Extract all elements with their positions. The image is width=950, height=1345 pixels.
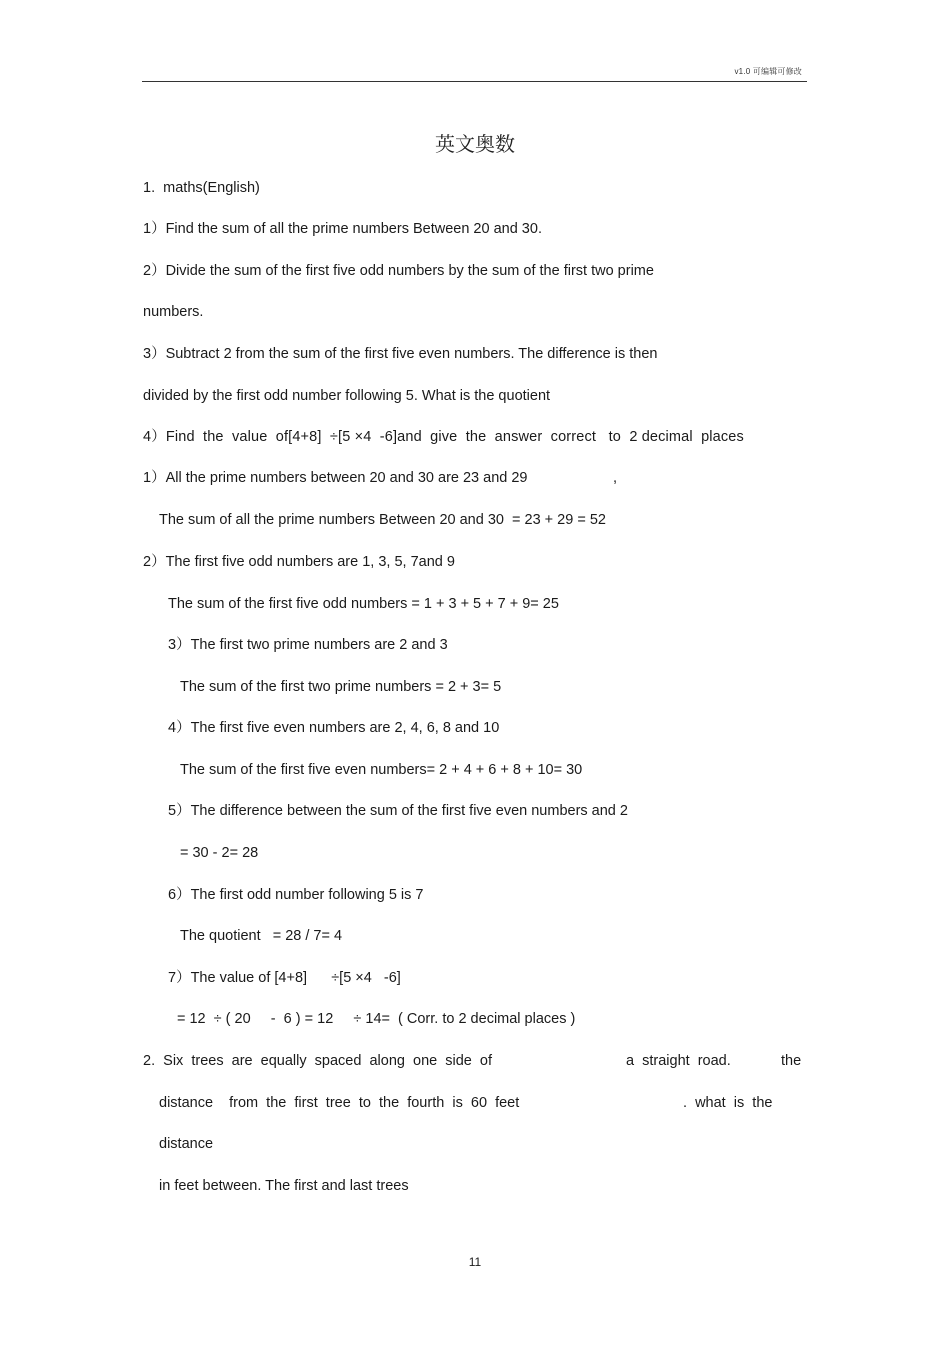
answer-1: 1）All the prime numbers between 20 and 30 are 23 and 29 bbox=[143, 470, 528, 486]
answer-1-sum: The sum of all the prime numbers Between 20 and 30 = 23 + 29 = 52 bbox=[159, 512, 606, 528]
question-3-line-2: divided by the first odd number following 5. What is the quotient bbox=[143, 388, 551, 404]
section-heading: 1. maths(English) bbox=[143, 180, 260, 196]
answer-6-quotient: The quotient = 28 / 7= 4 bbox=[180, 928, 343, 944]
page-number: 11 bbox=[468, 1255, 482, 1269]
answer-4-sum: The sum of the first five even numbers= 2 + 4 + 6 + 8 + 10= 30 bbox=[180, 762, 583, 778]
problem-2-line-3: distance bbox=[159, 1136, 214, 1152]
answer-7-result: = 12 ÷ ( 20 - 6 ) = 12 ÷ 14= ( Corr. to 2 decimal places ) bbox=[177, 1011, 576, 1027]
question-2-line-1: 2）Divide the sum of the first five odd numbers by the sum of the first two prime bbox=[143, 263, 654, 279]
question-4: 4）Find the value of[4+8] ÷[5 ×4 -6]and give the answer correct to 2 decimal places bbox=[143, 429, 744, 445]
question-2-line-2: numbers. bbox=[143, 304, 204, 320]
document-title: 英文奥数 bbox=[435, 132, 515, 156]
answer-2: 2）The first five odd numbers are 1, 3, 5, 7and 9 bbox=[143, 554, 455, 570]
header-rule bbox=[142, 81, 807, 82]
problem-2-line-2a: distance from the first tree to the fourth is 60 feet bbox=[159, 1095, 520, 1111]
problem-2-line-1b: a straight road. bbox=[626, 1053, 731, 1069]
answer-5-result: = 30 - 2= 28 bbox=[180, 845, 259, 861]
problem-2-line-4: in feet between. The first and last trees bbox=[159, 1178, 409, 1194]
question-1: 1）Find the sum of all the prime numbers Between 20 and 30. bbox=[143, 221, 542, 237]
answer-3-sum: The sum of the first two prime numbers = 2 + 3= 5 bbox=[180, 679, 502, 695]
answer-2-sum: The sum of the first five odd numbers = 1 + 3 + 5 + 7 + 9= 25 bbox=[168, 596, 559, 612]
page-header-version: v1.0 可编辑可修改 bbox=[734, 67, 802, 76]
problem-2-line-1a: 2. Six trees are equally spaced along one side of bbox=[143, 1053, 493, 1069]
answer-3: 3）The first two prime numbers are 2 and 3 bbox=[168, 637, 448, 653]
answer-4: 4）The first five even numbers are 2, 4, 6, 8 and 10 bbox=[168, 720, 500, 736]
answer-6: 6）The first odd number following 5 is 7 bbox=[168, 887, 424, 903]
question-3-line-1: 3）Subtract 2 from the sum of the first five even numbers. The difference is then bbox=[143, 346, 658, 362]
answer-7: 7）The value of [4+8] ÷[5 ×4 -6] bbox=[168, 970, 401, 986]
answer-1-comma: , bbox=[613, 470, 618, 486]
answer-5: 5）The difference between the sum of the first five even numbers and 2 bbox=[168, 803, 628, 819]
problem-2-line-2b: . what is the bbox=[683, 1095, 773, 1111]
problem-2-line-1c: the bbox=[781, 1053, 802, 1069]
